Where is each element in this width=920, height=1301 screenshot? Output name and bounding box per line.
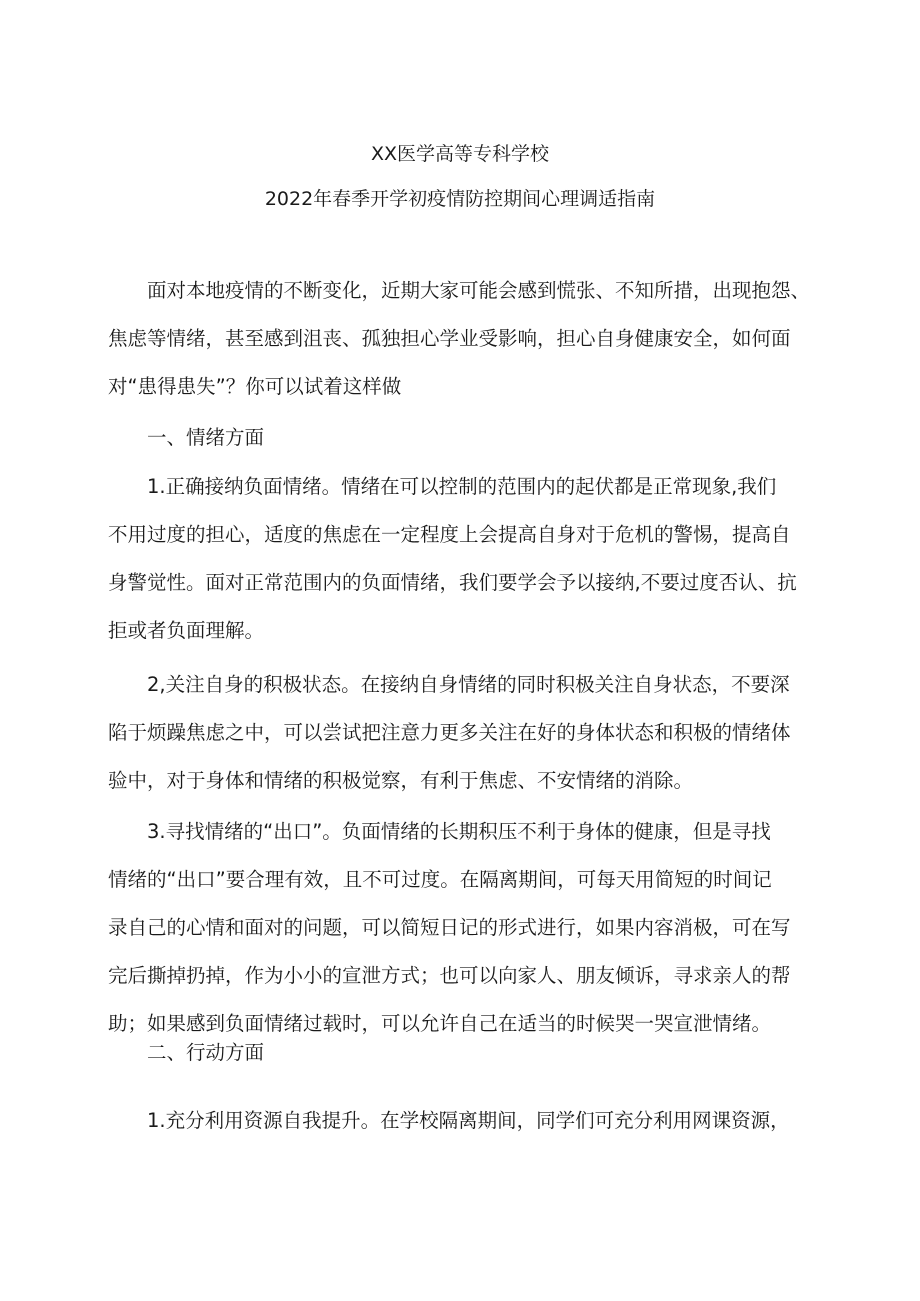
text-line: 3.寻找情绪的“出口”。负面情绪的长期积压不利于身体的健康，但是寻找 bbox=[147, 820, 771, 843]
item-paragraph-1 bbox=[108, 463, 820, 655]
text-line: 对“患得患失”？你可以试着这样做 bbox=[108, 375, 402, 398]
text-line: 焦虑等情绪，甚至感到沮丧、孤独担心学业受影响，担心自身健康安全，如何面 bbox=[108, 327, 791, 350]
text-line: 2,关注自身的积极状态。在接纳自身情绪的同时积极关注自身状态，不要深 bbox=[147, 673, 790, 696]
text-line: 身警觉性。面对正常范围内的负面情绪，我们要学会予以接纳,不要过度否认、抗 bbox=[108, 571, 797, 594]
text-line: 完后撕掉扔掉，作为小小的宣泄方式；也可以向家人、朋友倾诉，寻求亲人的帮 bbox=[108, 964, 791, 987]
item-paragraph-3 bbox=[108, 808, 820, 1048]
school-title: XX医学高等专科学校 bbox=[370, 143, 550, 165]
text-line: 验中，对于身体和情绪的积极觉察，有利于焦虑、不安情绪的消除。 bbox=[108, 769, 694, 792]
guide-title: 2022年春季开学初疫情防控期间心理调适指南 bbox=[264, 188, 656, 210]
text-line: 助；如果感到负面情绪过载时，可以允许自己在适当的时候哭一哭宣泄情绪。 bbox=[108, 1012, 772, 1035]
intro-paragraph bbox=[108, 267, 820, 411]
text-line: 陷于烦躁焦虑之中，可以尝试把注意力更多关注在好的身体状态和积极的情绪体 bbox=[108, 721, 791, 744]
section-heading-emotion: 一、情绪方面 bbox=[147, 426, 265, 449]
text-line: 拒或者负面理解。 bbox=[108, 619, 265, 642]
text-line: 录自己的心情和面对的问题，可以简短日记的形式进行，如果内容消极，可在写 bbox=[108, 916, 791, 939]
section-heading-action: 二、行动方面 bbox=[147, 1041, 265, 1064]
text-line: 情绪的“出口”要合理有效，且不可过度。在隔离期间，可每天用简短的时间记 bbox=[108, 868, 772, 891]
text-line: 1.正确接纳负面情绪。情绪在可以控制的范围内的起伏都是正常现象,我们 bbox=[147, 475, 777, 498]
text-line: 不用过度的担心，适度的焦虑在一定程度上会提高自身对于危机的警惕，提高自 bbox=[108, 523, 791, 546]
item-paragraph-2 bbox=[108, 661, 820, 805]
item-paragraph-4 bbox=[108, 1097, 820, 1145]
text-line: 面对本地疫情的不断变化，近期大家可能会感到慌张、不知所措，出现抱怨、 bbox=[147, 279, 811, 302]
text-line: 1.充分利用资源自我提升。在学校隔离期间，同学们可充分利用网课资源， bbox=[147, 1109, 790, 1132]
